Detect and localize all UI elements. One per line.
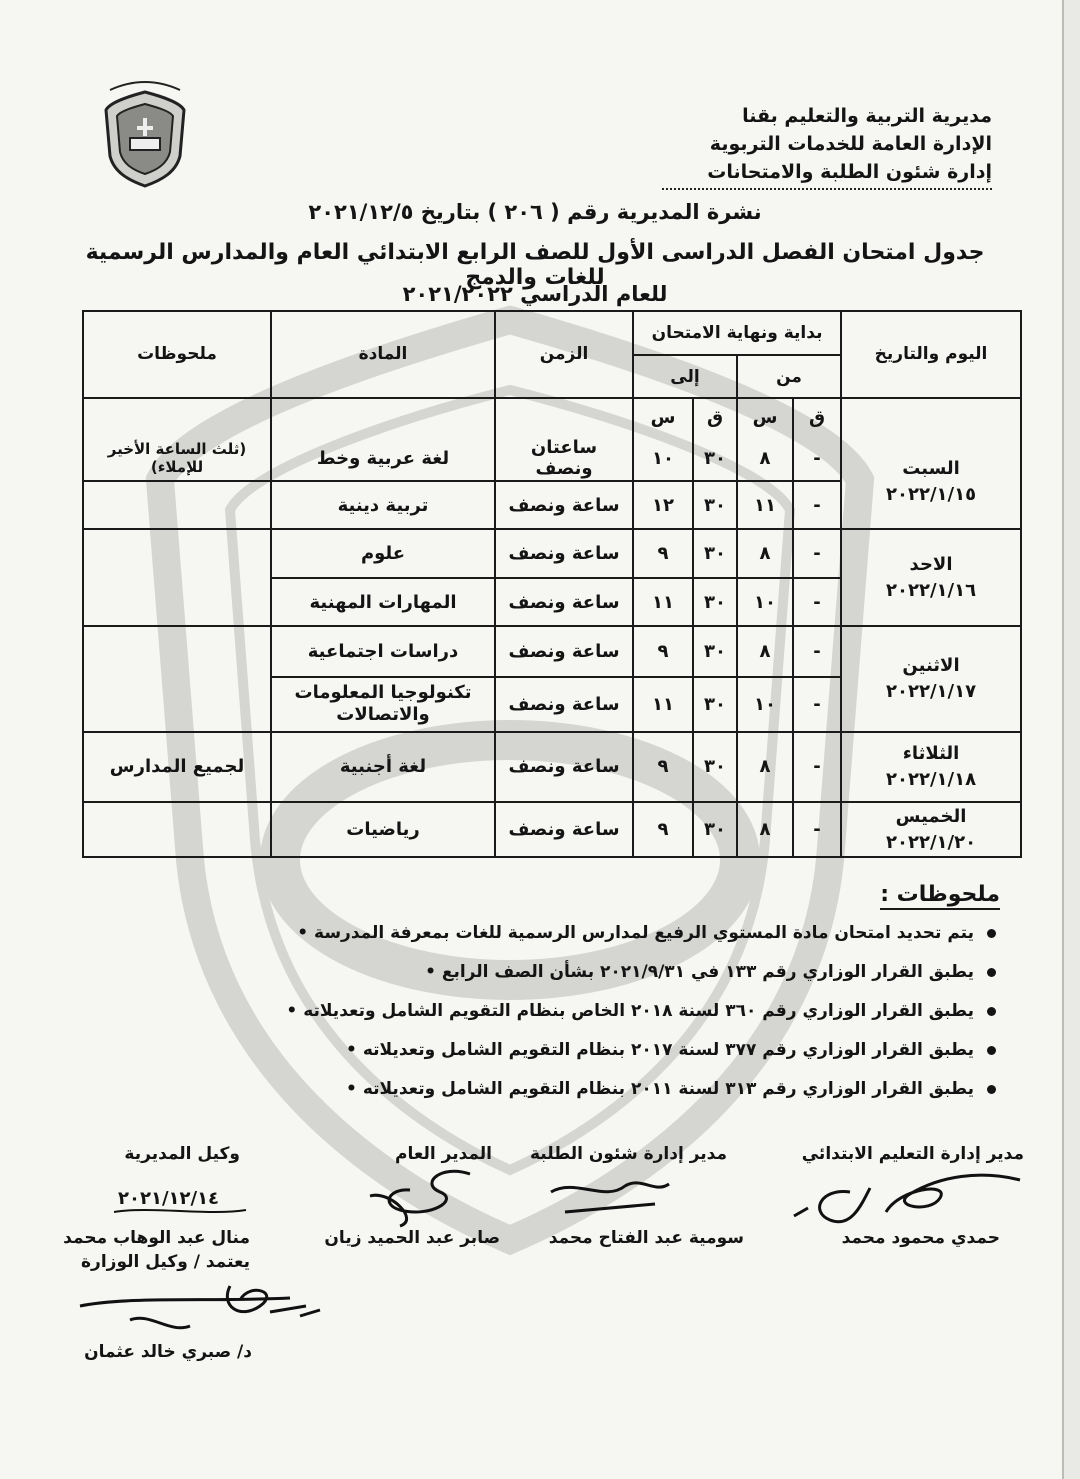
day-date-cell [841,802,1021,857]
unit-to-minute: ق [693,398,737,436]
from-minute: - [793,677,841,732]
day-date-cell [841,732,1021,803]
bulletin-number: نشرة المديرية رقم ( ٢٠٦ ) بتاريخ ٢٠٢١/١٢/٥ [308,200,762,224]
row-note [83,481,271,530]
subject: المهارات المهنية [271,578,495,627]
from-minute: - [793,436,841,480]
subject: لغة أجنبية [271,732,495,803]
unit-from-hour: س [737,398,793,436]
approval-name: د/ صبري خالد عثمان [84,1342,252,1362]
day-name: الاحد [909,553,953,575]
signer-title-primary-ed: مدير إدارة التعليم الابتدائي [801,1144,1024,1164]
to-hour: ٩ [633,529,693,578]
table-row [83,802,1021,857]
note-item: يتم تحديد امتحان مادة المستوي الرفيع لمدارس الرسمية للغات بمعرفة المدرسة • [70,922,1000,961]
issuer-line-general-admin: الإدارة العامة للخدمات التربوية [709,133,992,155]
to-hour: ٩ [633,732,693,803]
exam-schedule-table [82,310,1022,858]
unit-to-hour: س [633,398,693,436]
row-note [83,802,271,857]
signer-name-deputy: منال عبد الوهاب محمد [63,1228,250,1248]
to-hour: ١١ [633,677,693,732]
to-hour: ١٠ [633,436,693,480]
unit-from-minute: ق [793,398,841,436]
notes-title: ملحوظات : [880,882,1000,910]
signer-name-primary-ed: حمدي محمود محمد [841,1228,1000,1248]
notes-list [70,922,1000,1117]
date-underline [110,1204,250,1218]
academic-year: للعام الدراسي ٢٠٢١/٢٠٢٢ [402,282,668,306]
day-name: الخميس [895,805,967,827]
table-row [83,626,1021,677]
subject: رياضيات [271,802,495,857]
from-hour: ٨ [737,732,793,803]
handwritten-date: ٢٠٢١/١٢/١٤ [118,1188,220,1209]
exam-date: ٢٠٢٢/١/١٨ [886,768,977,790]
table-row [83,436,1021,480]
signature-scribble [360,1160,480,1230]
from-minute: - [793,732,841,803]
row-note [83,626,271,731]
issuer-line-directorate: مديرية التربية والتعليم بقنا [742,105,992,127]
to-hour: ٩ [633,802,693,857]
col-notes: ملحوظات [83,311,271,398]
from-hour: ٨ [737,529,793,578]
note-item: يطبق القرار الوزاري رقم ١٣٣ في ٢٠٢١/٩/٣١ بشأن الصف الرابع • [70,961,1000,1000]
issuer-header [662,102,992,190]
signer-title-student-affairs: مدير إدارة شئون الطلبة [529,1144,727,1164]
header-row-1 [83,311,1021,355]
from-hour: ١٠ [737,677,793,732]
subject: دراسات اجتماعية [271,626,495,677]
duration: ساعة ونصف [495,626,633,677]
subject: لغة عربية وخط [271,436,495,480]
from-minute: - [793,529,841,578]
to-minute: ٣٠ [693,481,737,530]
to-minute: ٣٠ [693,802,737,857]
row-note: (ثلث الساعة الأخير للإملاء) [83,436,271,480]
exam-date: ٢٠٢٢/١/١٥ [886,484,977,506]
exam-date: ٢٠٢٢/١/٢٠ [886,831,977,853]
to-minute: ٣٠ [693,626,737,677]
col-from: من [737,355,841,397]
ministry-logo [100,78,190,188]
to-minute: ٣٠ [693,436,737,480]
day-name: الاثنين [902,655,960,676]
document-title: جدول امتحان الفصل الدراسى الأول للصف الرابع الابتدائي العام والمدارس الرسمية للغات والدمج [85,240,985,290]
from-minute: - [793,481,841,530]
duration: ساعة ونصف [495,578,633,627]
signer-title-deputy: وكيل المديرية [124,1144,240,1164]
day-name: الثلاثاء [902,742,960,764]
col-duration: الزمن [495,311,633,398]
day-date-cell [841,529,1021,626]
duration: ساعة ونصف [495,481,633,530]
duration: ساعة ونصف [495,802,633,857]
from-minute: - [793,626,841,677]
day-name: السبت [902,458,960,480]
day-date-cell [841,436,1021,529]
col-to: إلى [633,355,737,397]
row-note [83,529,271,626]
note-item: يطبق القرار الوزاري رقم ٣٦٠ لسنة ٢٠١٨ الخاص بنظام التقويم الشامل وتعديلاته • [70,1000,1000,1039]
col-subject: المادة [271,311,495,398]
to-hour: ١٢ [633,481,693,530]
from-hour: ١٠ [737,578,793,627]
duration: ساعتان ونصف [495,436,633,480]
subject: تكنولوجيا المعلومات والاتصالات [271,677,495,732]
note-item: يطبق القرار الوزاري رقم ٣٧٧ لسنة ٢٠١٧ بنظام التقويم الشامل وتعديلاته • [70,1039,1000,1078]
table-row [83,732,1021,803]
subject: علوم [271,529,495,578]
to-hour: ١١ [633,578,693,627]
col-start-end: بداية ونهاية الامتحان [633,311,841,355]
from-hour: ٨ [737,802,793,857]
from-hour: ٨ [737,626,793,677]
approval-label: يعتمد / وكيل الوزارة [81,1252,250,1272]
to-minute: ٣٠ [693,732,737,803]
to-hour: ٩ [633,626,693,677]
from-minute: - [793,802,841,857]
exam-date: ٢٠٢٢/١/١٦ [886,579,977,601]
from-minute: - [793,578,841,627]
note-item: يطبق القرار الوزاري رقم ٣١٣ لسنة ٢٠١١ بنظام التقويم الشامل وتعديلاته • [70,1078,1000,1117]
signer-name-director-general: صابر عبد الحميد زيان [324,1228,500,1248]
col-day-date: اليوم والتاريخ [841,311,1021,398]
table-row [83,529,1021,578]
from-hour: ٨ [737,436,793,480]
exam-date: ٢٠٢٢/١/١٧ [886,681,977,702]
to-minute: ٣٠ [693,578,737,627]
to-minute: ٣٠ [693,677,737,732]
subject: تربية دينية [271,481,495,530]
units-row [83,398,1021,436]
row-note: لجميع المدارس [83,732,271,803]
approval-signature-scribble [70,1276,330,1346]
signature-scribble [545,1172,675,1222]
issuer-line-exams-admin: إدارة شئون الطلبة والامتحانات [662,158,992,190]
duration: ساعة ونصف [495,677,633,732]
duration: ساعة ونصف [495,529,633,578]
day-date-cell [841,626,1021,731]
to-minute: ٣٠ [693,529,737,578]
from-hour: ١١ [737,481,793,530]
signer-name-student-affairs: سومية عبد الفتاح محمد [548,1228,744,1248]
signer-title-director-general: المدير العام [395,1144,492,1164]
duration: ساعة ونصف [495,732,633,803]
